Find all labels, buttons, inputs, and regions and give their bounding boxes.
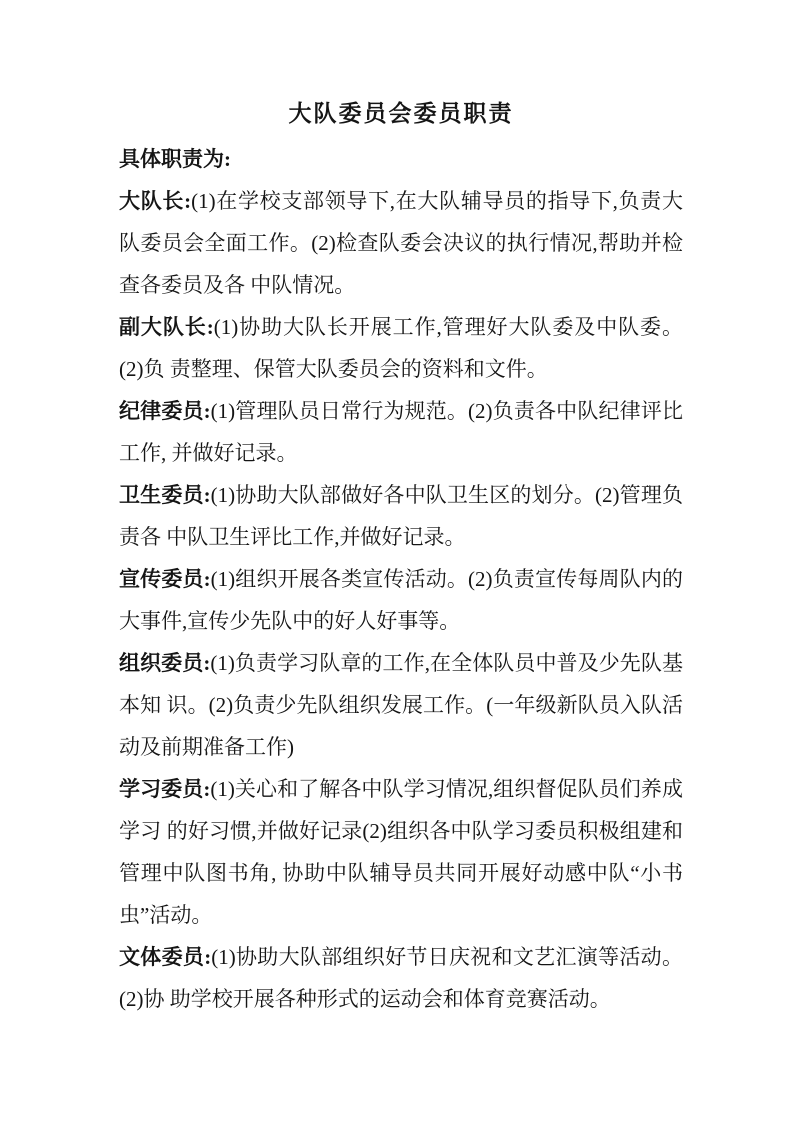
- role-label: 卫生委员:: [119, 483, 211, 507]
- duty-paragraph: [119, 768, 683, 936]
- role-label: 纪律委员:: [119, 399, 211, 423]
- document-content: [119, 92, 683, 1020]
- duty-paragraph: [119, 390, 683, 474]
- role-label: 副大队长:: [119, 315, 214, 339]
- duty-text: (1)协助大队部做好各中队卫生区的划分。(2)管理负责各 中队卫生评比工作,并做好记录。: [119, 483, 683, 549]
- duty-sections: [119, 180, 683, 1020]
- duty-paragraph: [119, 180, 683, 306]
- duty-text: (1)在学校支部领导下,在大队辅导员的指导下,负责大队委员会全面工作。(2)检查队委会决议的执行情况,帮助并检查各委员及各 中队情况。: [119, 189, 683, 297]
- duty-text: (1)组织开展各类宣传活动。(2)负责宣传每周队内的大事件,宣传少先队中的好人好事等。: [119, 567, 683, 633]
- duty-text: (1)协助大队长开展工作,管理好大队委及中队委。(2)负 责整理、保管大队委员会的资料和文件。: [119, 315, 683, 381]
- role-label: 组织委员:: [119, 651, 211, 675]
- role-label: 大队长:: [119, 189, 192, 213]
- duty-paragraph: [119, 558, 683, 642]
- intro-heading: 具体职责为:: [119, 147, 231, 171]
- duty-paragraph: [119, 306, 683, 390]
- duty-text: (1)关心和了解各中队学习情况,组织督促队员们养成学习 的好习惯,并做好记录(2)组织各中队学习委员积极组建和管理中队图书角, 协助中队辅导员共同开展好动感中队“小书虫”活动。: [119, 777, 683, 927]
- role-label: 学习委员:: [119, 777, 211, 801]
- duty-text: (1)协助大队部组织好节日庆祝和文艺汇演等活动。(2)协 助学校开展各种形式的运动会和体育竞赛活动。: [119, 945, 683, 1011]
- duty-text: (1)负责学习队章的工作,在全体队员中普及少先队基本知 识。(2)负责少先队组织发展工作。(一年级新队员入队活动及前期准备工作): [119, 651, 683, 759]
- document-title: 大队委员会委员职责: [288, 101, 514, 126]
- duty-text: (1)管理队员日常行为规范。(2)负责各中队纪律评比工作, 并做好记录。: [119, 399, 683, 465]
- role-label: 宣传委员:: [119, 567, 211, 591]
- duty-paragraph: [119, 936, 683, 1020]
- duty-paragraph: [119, 474, 683, 558]
- duty-paragraph: [119, 642, 683, 768]
- role-label: 文体委员:: [119, 945, 212, 969]
